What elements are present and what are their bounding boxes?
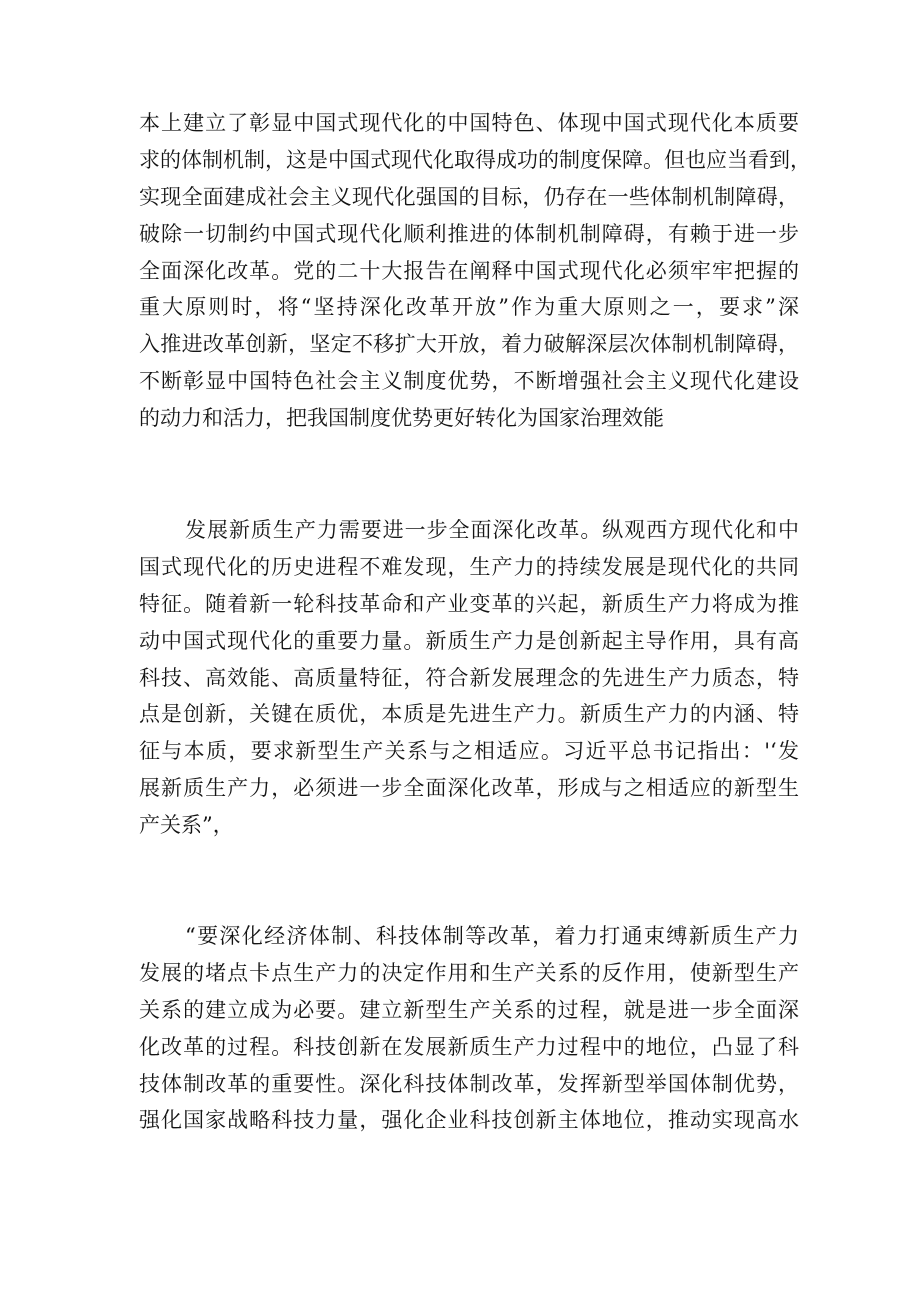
text-line: 全面深化改革。党的二十大报告在阐释中国式现代化必须牢牢把握的 xyxy=(139,258,799,283)
text-line: 展新质生产力，必须进一步全面深化改革，形成与之相适应的新型生 xyxy=(139,776,799,801)
paragraph-3 xyxy=(139,918,799,1139)
text-line: 技体制改革的重要性。深化科技体制改革，发挥新型举国体制优势， xyxy=(139,1071,799,1096)
text-line: 的动力和活力，把我国制度优势更好转化为国家治理效能 xyxy=(139,406,664,431)
text-line: 关系的建立成为必要。建立新型生产关系的过程，就是进一步全面深 xyxy=(139,997,799,1022)
paragraph-1 xyxy=(139,105,811,437)
paragraph-2 xyxy=(139,512,799,844)
text-line: 化改革的过程。科技创新在发展新质生产力过程中的地位，凸显了科 xyxy=(139,1034,799,1059)
text-line: 本上建立了彰显中国式现代化的中国特色、体现中国式现代化本质要 xyxy=(139,111,799,135)
text-line: 实现全面建成社会主义现代化强国的目标，仍存在一些体制机制障碍， xyxy=(139,184,799,209)
text-line: 动中国式现代化的重要力量。新质生产力是创新起主导作用，具有高 xyxy=(139,628,799,653)
text-line: 征与本质，要求新型生产关系与之相适应。习近平总书记指出：'‘发 xyxy=(139,739,799,764)
text-line: 特征。随着新一轮科技革命和产业变革的兴起，新质生产力将成为推 xyxy=(139,591,799,616)
text-line: 入推进改革创新，坚定不移扩大开放，着力破解深层次体制机制障碍， xyxy=(139,332,799,357)
text-line: 国式现代化的历史进程不难发现，生产力的持续发展是现代化的共同 xyxy=(139,554,799,579)
text-line: 科技、高效能、高质量特征，符合新发展理念的先进生产力质态，特 xyxy=(139,665,799,690)
text-line: “要深化经济体制、科技体制等改革，着力打通束缚新质生产力 xyxy=(185,924,799,948)
text-line: 不断彰显中国特色社会主义制度优势，不断增强社会主义现代化建设 xyxy=(139,369,799,394)
text-line: 发展新质生产力需要进一步全面深化改革。纵观西方现代化和中 xyxy=(185,518,799,542)
text-line: 强化国家战略科技力量，强化企业科技创新主体地位，推动实现高水 xyxy=(139,1108,799,1133)
text-line: 重大原则时，将“坚持深化改革开放”作为重大原则之一，要求”深 xyxy=(139,295,799,320)
text-line: 求的体制机制，这是中国式现代化取得成功的制度保障。但也应当看到， xyxy=(139,147,811,172)
text-line: 产关系”， xyxy=(139,813,234,838)
text-line: 破除一切制约中国式现代化顺利推进的体制机制障碍，有赖于进一步 xyxy=(139,221,799,246)
text-line: 发展的堵点卡点生产力的决定作用和生产关系的反作用，使新型生产 xyxy=(139,960,799,985)
text-line: 点是创新，关键在质优，本质是先进生产力。新质生产力的内涵、特 xyxy=(139,702,799,727)
